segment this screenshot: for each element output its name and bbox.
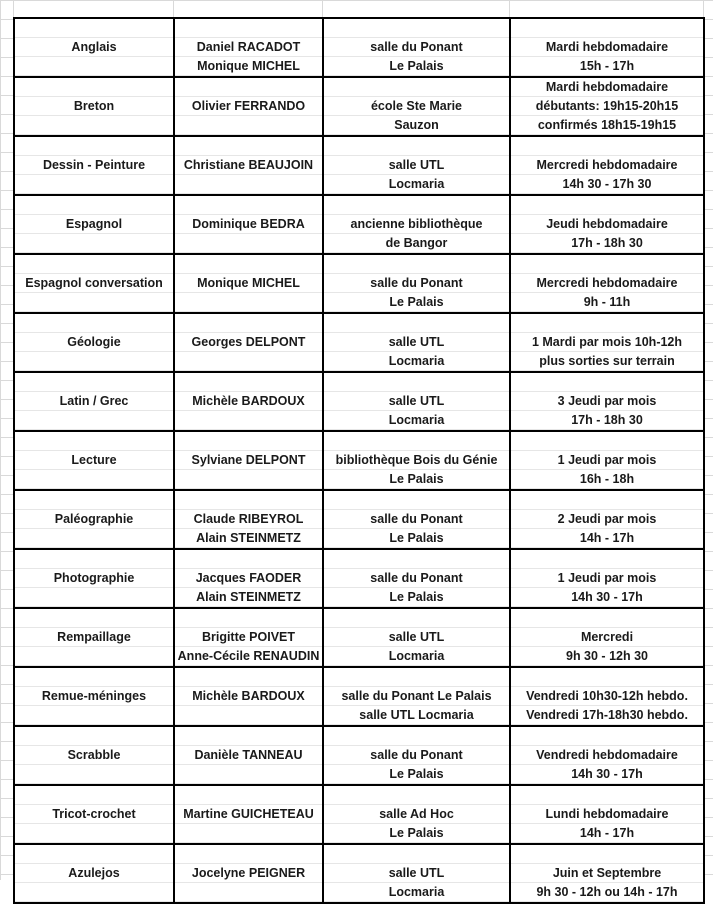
- place-cell[interactable]: [323, 726, 510, 785]
- schedule-line: 1 Jeudi par mois: [557, 571, 657, 585]
- teacher-cell[interactable]: [174, 785, 323, 844]
- teacher-line: [177, 411, 320, 430]
- table-row: [14, 372, 704, 431]
- activity-line: [17, 470, 171, 489]
- activity-line: Remue-méninges: [41, 689, 147, 703]
- place-cell[interactable]: [323, 254, 510, 313]
- schedule-line: [513, 491, 701, 510]
- teacher-line: [177, 19, 320, 38]
- schedule-line: Jeudi hebdomadaire: [546, 217, 668, 231]
- activity-cell[interactable]: [14, 490, 174, 549]
- place-line: salle UTL: [388, 630, 445, 644]
- schedule-line: 2 Jeudi par mois: [557, 512, 657, 526]
- schedule-line: Mercredi: [580, 630, 634, 644]
- place-line: salle UTL: [388, 866, 445, 880]
- activity-line: [17, 19, 171, 38]
- activity-line: Photographie: [53, 571, 135, 585]
- activity-line: [17, 411, 171, 430]
- schedule-cell[interactable]: [510, 313, 704, 372]
- schedule-line: 15h - 17h: [579, 59, 635, 73]
- activity-line: [17, 824, 171, 843]
- schedule-line: [513, 727, 701, 746]
- place-line: Le Palais: [389, 472, 444, 486]
- teacher-line: [177, 432, 320, 451]
- place-cell[interactable]: [323, 195, 510, 254]
- teacher-cell[interactable]: [174, 726, 323, 785]
- place-line: salle UTL: [388, 335, 445, 349]
- teacher-cell[interactable]: [174, 18, 323, 77]
- place-cell[interactable]: [323, 608, 510, 667]
- teacher-line: [177, 491, 320, 510]
- place-line: Locmaria: [388, 177, 445, 191]
- schedule-line: Mardi hebdomadaire: [545, 80, 669, 94]
- schedule-line: Mardi hebdomadaire: [545, 40, 669, 54]
- activity-line: [17, 116, 171, 135]
- teacher-cell[interactable]: [174, 372, 323, 431]
- teacher-line: [177, 78, 320, 97]
- place-line: bibliothèque Bois du Génie: [335, 453, 498, 467]
- teacher-cell[interactable]: [174, 490, 323, 549]
- activity-line: [17, 786, 171, 805]
- teacher-line: [177, 234, 320, 253]
- place-line: [326, 491, 507, 510]
- activity-line: [17, 432, 171, 451]
- table-row: [14, 313, 704, 372]
- teacher-cell[interactable]: [174, 608, 323, 667]
- schedule-line: 9h - 11h: [583, 295, 631, 309]
- activity-line: [17, 668, 171, 687]
- place-line: ancienne bibliothèque: [350, 217, 483, 231]
- place-line: [326, 314, 507, 333]
- schedule-line: 14h - 17h: [579, 826, 635, 840]
- activity-line: [17, 845, 171, 864]
- place-line: Le Palais: [389, 59, 444, 73]
- activity-line: [17, 373, 171, 392]
- schedule-line: [513, 255, 701, 274]
- activity-cell[interactable]: [14, 313, 174, 372]
- teacher-line: Anne-Cécile RENAUDIN: [177, 649, 320, 663]
- teacher-line: [177, 706, 320, 725]
- place-line: [326, 373, 507, 392]
- activity-cell[interactable]: [14, 667, 174, 726]
- place-cell[interactable]: [323, 313, 510, 372]
- activity-cell[interactable]: [14, 726, 174, 785]
- teacher-line: Alain STEINMETZ: [196, 531, 301, 545]
- teacher-line: [177, 727, 320, 746]
- activity-line: Géologie: [67, 335, 121, 349]
- teacher-line: Monique MICHEL: [197, 276, 300, 290]
- schedule-line: [513, 786, 701, 805]
- schedule-line: Mercredi hebdomadaire: [536, 276, 678, 290]
- activity-line: Rempaillage: [57, 630, 131, 644]
- schedule-line: 14h - 17h: [579, 531, 635, 545]
- place-cell[interactable]: [323, 785, 510, 844]
- table-row: [14, 608, 704, 667]
- place-line: salle UTL Locmaria: [359, 708, 474, 722]
- teacher-line: [177, 668, 320, 687]
- schedule-line: Juin et Septembre: [552, 866, 662, 880]
- table-row: [14, 549, 704, 608]
- schedule-line: 9h 30 - 12h 30: [566, 649, 648, 663]
- activity-line: [17, 647, 171, 666]
- teacher-cell[interactable]: [174, 195, 323, 254]
- teacher-line: [177, 373, 320, 392]
- teacher-line: [177, 824, 320, 843]
- schedule-line: Vendredi 17h-18h30 hebdo.: [526, 708, 688, 722]
- activity-cell[interactable]: [14, 608, 174, 667]
- teacher-line: [177, 175, 320, 194]
- schedule-cell[interactable]: [510, 667, 704, 726]
- schedule-line: 1 Mardi par mois 10h-12h: [531, 335, 683, 349]
- teacher-line: [177, 137, 320, 156]
- place-line: [326, 78, 507, 97]
- teacher-line: [177, 352, 320, 371]
- place-line: de Bangor: [385, 236, 448, 250]
- schedule-line: [513, 550, 701, 569]
- place-cell[interactable]: [323, 136, 510, 195]
- schedule-line: 1 Jeudi par mois: [557, 453, 657, 467]
- schedule-cell[interactable]: [510, 785, 704, 844]
- activity-cell[interactable]: [14, 195, 174, 254]
- schedule-line: débutants: 19h15-20h15: [535, 99, 679, 113]
- table-row: [14, 77, 704, 136]
- place-line: salle Ad Hoc: [379, 807, 454, 821]
- activity-cell[interactable]: [14, 136, 174, 195]
- schedule-line: 14h 30 - 17h 30: [562, 177, 652, 191]
- schedule-cell[interactable]: [510, 431, 704, 490]
- schedule-line: 17h - 18h 30: [571, 236, 643, 250]
- teacher-line: Dominique BEDRA: [192, 217, 305, 231]
- activity-line: [17, 609, 171, 628]
- place-line: [326, 196, 507, 215]
- activity-line: [17, 588, 171, 607]
- table-row: [14, 136, 704, 195]
- schedule-line: [513, 668, 701, 687]
- teacher-line: [177, 255, 320, 274]
- activity-line: Breton: [73, 99, 115, 113]
- activity-line: Scrabble: [67, 748, 121, 762]
- activity-cell[interactable]: [14, 785, 174, 844]
- place-line: Locmaria: [388, 649, 445, 663]
- activity-line: Paléographie: [54, 512, 134, 526]
- teacher-line: Monique MICHEL: [197, 59, 300, 73]
- activity-line: [17, 883, 171, 902]
- activity-line: Lecture: [71, 453, 117, 467]
- activities-table: [13, 17, 705, 904]
- teacher-line: Daniel RACADOT: [196, 40, 301, 54]
- activity-cell[interactable]: [14, 77, 174, 136]
- schedule-cell[interactable]: [510, 254, 704, 313]
- schedule-line: [513, 432, 701, 451]
- activity-line: [17, 196, 171, 215]
- schedule-line: Lundi hebdomadaire: [545, 807, 669, 821]
- teacher-cell[interactable]: [174, 844, 323, 903]
- teacher-cell[interactable]: [174, 254, 323, 313]
- teacher-cell[interactable]: [174, 136, 323, 195]
- teacher-line: [177, 609, 320, 628]
- place-line: Le Palais: [389, 590, 444, 604]
- place-line: [326, 845, 507, 864]
- teacher-line: Jacques FAODER: [195, 571, 302, 585]
- teacher-line: Claude RIBEYROL: [193, 512, 304, 526]
- schedule-line: Mercredi hebdomadaire: [536, 158, 678, 172]
- schedule-line: 3 Jeudi par mois: [557, 394, 657, 408]
- place-line: [326, 550, 507, 569]
- schedule-cell[interactable]: [510, 136, 704, 195]
- teacher-cell[interactable]: [174, 549, 323, 608]
- schedule-line: 14h 30 - 17h: [571, 590, 643, 604]
- activity-line: [17, 137, 171, 156]
- teacher-line: Olivier FERRANDO: [191, 99, 306, 113]
- schedule-cell[interactable]: [510, 549, 704, 608]
- activity-line: Azulejos: [68, 866, 120, 880]
- activity-line: Anglais: [71, 40, 117, 54]
- place-line: Le Palais: [389, 767, 444, 781]
- table-row: [14, 18, 704, 77]
- teacher-line: Alain STEINMETZ: [196, 590, 301, 604]
- activity-line: [17, 293, 171, 312]
- schedule-cell[interactable]: [510, 195, 704, 254]
- place-line: Locmaria: [388, 354, 445, 368]
- place-line: salle du Ponant: [370, 512, 463, 526]
- place-line: [326, 432, 507, 451]
- place-line: salle du Ponant: [370, 571, 463, 585]
- teacher-cell[interactable]: [174, 431, 323, 490]
- activity-line: [17, 727, 171, 746]
- table-row: [14, 844, 704, 903]
- activity-cell[interactable]: [14, 549, 174, 608]
- teacher-line: [177, 883, 320, 902]
- teacher-line: Jocelyne PEIGNER: [191, 866, 306, 880]
- table-row: [14, 431, 704, 490]
- activity-cell[interactable]: [14, 372, 174, 431]
- place-line: Locmaria: [388, 413, 445, 427]
- schedule-line: Vendredi 10h30-12h hebdo.: [526, 689, 688, 703]
- schedule-cell[interactable]: [510, 18, 704, 77]
- place-cell[interactable]: [323, 667, 510, 726]
- teacher-line: [177, 765, 320, 784]
- schedule-cell[interactable]: [510, 844, 704, 903]
- place-line: salle du Ponant: [370, 748, 463, 762]
- activity-line: [17, 550, 171, 569]
- activity-line: [17, 255, 171, 274]
- place-line: Le Palais: [389, 295, 444, 309]
- activity-line: [17, 78, 171, 97]
- activity-line: [17, 491, 171, 510]
- place-line: salle du Ponant Le Palais: [341, 689, 492, 703]
- schedule-line: 17h - 18h 30: [571, 413, 643, 427]
- table-row: [14, 667, 704, 726]
- teacher-cell[interactable]: [174, 77, 323, 136]
- activity-line: Espagnol: [65, 217, 123, 231]
- place-line: [326, 255, 507, 274]
- place-line: salle UTL: [388, 394, 445, 408]
- activity-line: [17, 57, 171, 76]
- place-cell[interactable]: [323, 431, 510, 490]
- activity-line: Tricot-crochet: [52, 807, 136, 821]
- schedule-line: [513, 314, 701, 333]
- table-row: [14, 785, 704, 844]
- place-line: Le Palais: [389, 826, 444, 840]
- teacher-cell[interactable]: [174, 667, 323, 726]
- table-row: [14, 726, 704, 785]
- place-line: [326, 19, 507, 38]
- teacher-line: Martine GUICHETEAU: [183, 807, 314, 821]
- schedule-line: 16h - 18h: [579, 472, 635, 486]
- teacher-line: Sylviane DELPONT: [191, 453, 306, 467]
- teacher-cell[interactable]: [174, 313, 323, 372]
- activity-cell[interactable]: [14, 844, 174, 903]
- schedule-line: [513, 845, 701, 864]
- schedule-line: [513, 137, 701, 156]
- teacher-line: [177, 293, 320, 312]
- place-line: [326, 137, 507, 156]
- teacher-line: [177, 470, 320, 489]
- schedule-line: [513, 196, 701, 215]
- schedule-line: 9h 30 - 12h ou 14h - 17h: [536, 885, 678, 899]
- activities-table-body: [14, 18, 704, 903]
- activity-cell[interactable]: [14, 254, 174, 313]
- schedule-line: 14h 30 - 17h: [571, 767, 643, 781]
- activity-line: Latin / Grec: [59, 394, 129, 408]
- schedule-line: [513, 609, 701, 628]
- activity-line: [17, 314, 171, 333]
- teacher-line: [177, 196, 320, 215]
- place-line: salle du Ponant: [370, 276, 463, 290]
- place-cell[interactable]: [323, 549, 510, 608]
- place-cell[interactable]: [323, 372, 510, 431]
- activity-line: Dessin - Peinture: [42, 158, 146, 172]
- activity-line: [17, 765, 171, 784]
- teacher-line: [177, 786, 320, 805]
- teacher-line: [177, 845, 320, 864]
- teacher-line: Danièle TANNEAU: [194, 748, 303, 762]
- schedule-line: [513, 373, 701, 392]
- schedule-cell[interactable]: [510, 372, 704, 431]
- schedule-cell[interactable]: [510, 608, 704, 667]
- place-line: [326, 727, 507, 746]
- activity-line: [17, 529, 171, 548]
- activity-line: [17, 706, 171, 725]
- table-row: [14, 195, 704, 254]
- place-line: [326, 668, 507, 687]
- schedule-cell[interactable]: [510, 77, 704, 136]
- place-line: Locmaria: [388, 885, 445, 899]
- place-line: salle UTL: [388, 158, 445, 172]
- teacher-line: [177, 116, 320, 135]
- place-line: Sauzon: [394, 118, 439, 132]
- table-row: [14, 254, 704, 313]
- schedule-line: plus sorties sur terrain: [539, 354, 675, 368]
- teacher-line: Georges DELPONT: [191, 335, 306, 349]
- activity-line: Espagnol conversation: [25, 276, 163, 290]
- activity-cell[interactable]: [14, 18, 174, 77]
- activity-line: [17, 234, 171, 253]
- place-line: salle du Ponant: [370, 40, 463, 54]
- place-line: école Ste Marie: [370, 99, 462, 113]
- activity-line: [17, 175, 171, 194]
- place-cell[interactable]: [323, 18, 510, 77]
- activity-cell[interactable]: [14, 431, 174, 490]
- activity-line: [17, 352, 171, 371]
- place-line: Le Palais: [389, 531, 444, 545]
- schedule-cell[interactable]: [510, 490, 704, 549]
- table-row: [14, 490, 704, 549]
- place-line: [326, 786, 507, 805]
- place-cell[interactable]: [323, 490, 510, 549]
- place-cell[interactable]: [323, 844, 510, 903]
- schedule-line: confirmés 18h15-19h15: [537, 118, 677, 132]
- schedule-cell[interactable]: [510, 726, 704, 785]
- teacher-line: Michèle BARDOUX: [192, 689, 305, 703]
- teacher-line: [177, 314, 320, 333]
- teacher-line: Christiane BEAUJOIN: [183, 158, 314, 172]
- schedule-line: [513, 19, 701, 38]
- place-cell[interactable]: [323, 77, 510, 136]
- place-line: [326, 609, 507, 628]
- schedule-line: Vendredi hebdomadaire: [536, 748, 678, 762]
- teacher-line: [177, 550, 320, 569]
- teacher-line: Brigitte POIVET: [201, 630, 296, 644]
- teacher-line: Michèle BARDOUX: [192, 394, 305, 408]
